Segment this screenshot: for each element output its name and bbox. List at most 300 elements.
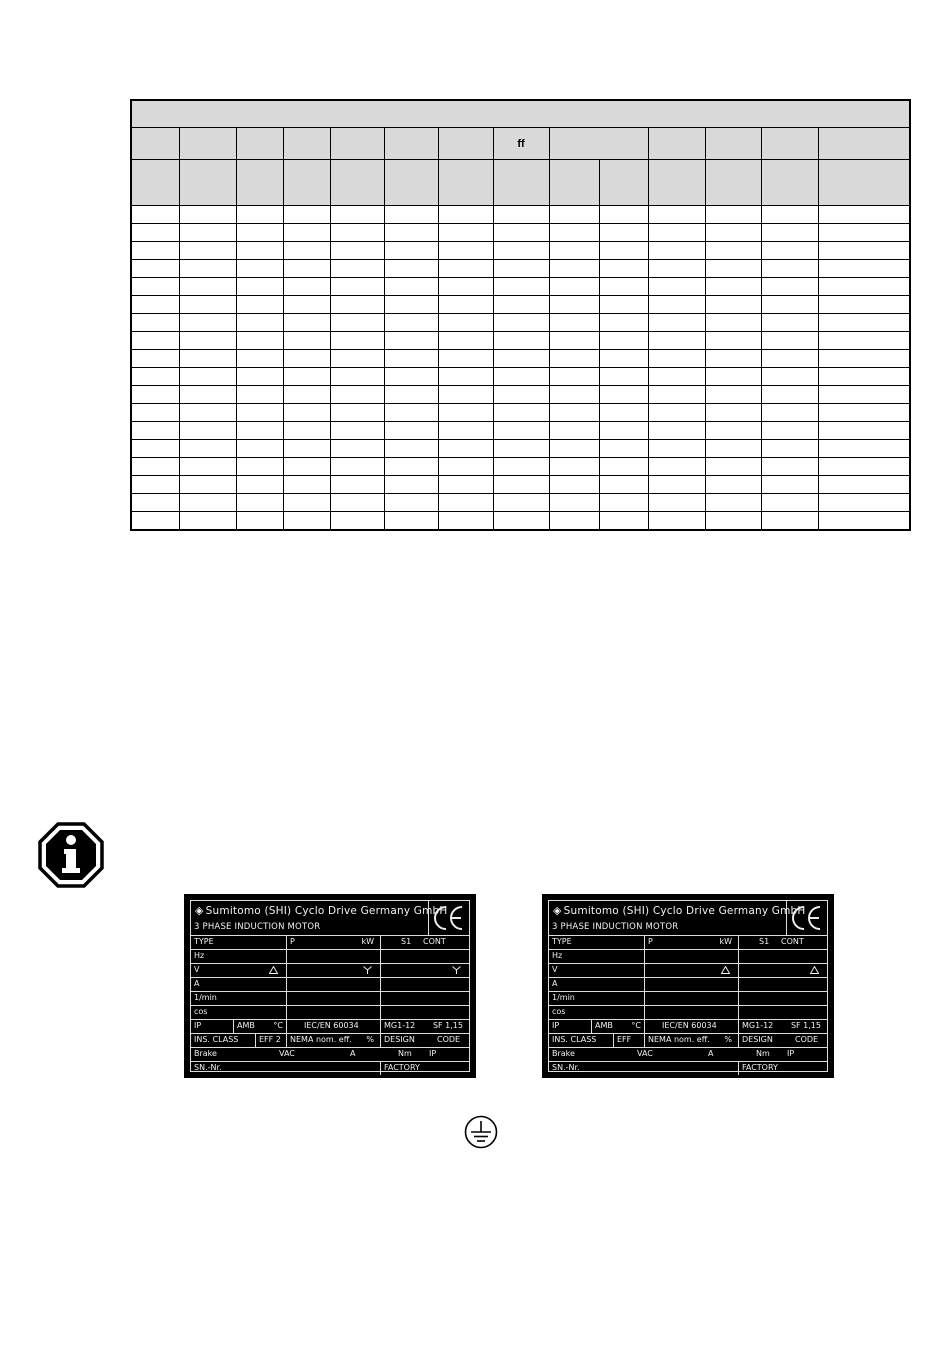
nm-unit: Nm: [398, 1049, 412, 1058]
table-cell: [384, 206, 438, 224]
table-row: [131, 476, 910, 494]
table-title-cell: [131, 100, 910, 128]
table-cell: [179, 494, 236, 512]
table-cell: [648, 404, 705, 422]
design-label: DESIGN: [384, 1035, 415, 1044]
duty-cont: CONT: [423, 937, 446, 946]
service-factor: SF 1,15: [432, 1021, 463, 1030]
vac-unit: VAC: [637, 1049, 653, 1058]
table-cell: [818, 206, 910, 224]
table-cell: [384, 512, 438, 531]
table-cell: [384, 368, 438, 386]
table-cell: [438, 224, 493, 242]
code-label: CODE: [795, 1035, 819, 1044]
table-cell: [236, 278, 283, 296]
table-cell: [761, 404, 818, 422]
table-row: [131, 494, 910, 512]
table-cell: [330, 386, 384, 404]
type-label: TYPE: [194, 937, 214, 946]
table-cell: [705, 314, 761, 332]
table-cell: [705, 458, 761, 476]
table-row: [131, 278, 910, 296]
table-cell: [438, 386, 493, 404]
table-cell: [283, 404, 330, 422]
brake-a-unit: A: [708, 1049, 714, 1058]
service-factor: SF 1,15: [790, 1021, 821, 1030]
table-cell: [179, 332, 236, 350]
table-row: [131, 206, 910, 224]
table-cell: [131, 278, 179, 296]
table-cell: [493, 368, 549, 386]
table-cell: [599, 386, 648, 404]
table-cell: [599, 296, 648, 314]
ins-class-label: INS. CLASS: [552, 1035, 597, 1044]
table-cell: [330, 476, 384, 494]
table-cell: [283, 332, 330, 350]
table-cell: [761, 206, 818, 224]
table-cell: [283, 512, 330, 531]
duty-s1: S1: [401, 937, 412, 946]
table-cell: [283, 278, 330, 296]
table-cell: [493, 458, 549, 476]
table-cell: [549, 206, 599, 224]
table-cell: [283, 314, 330, 332]
sumitomo-logo-icon: ◈: [553, 904, 562, 917]
brake-ip-label: IP: [787, 1049, 795, 1058]
table-row: [131, 350, 910, 368]
table-cell: [599, 494, 648, 512]
table-row: [131, 404, 910, 422]
table-cell: [549, 512, 599, 531]
table-cell: [493, 512, 549, 531]
table-cell: [599, 512, 648, 531]
table-cell: [283, 458, 330, 476]
table-cell: [236, 476, 283, 494]
factory-label: FACTORY: [380, 1061, 469, 1075]
table-cell: [818, 422, 910, 440]
table-cell: [493, 224, 549, 242]
table-cell: [330, 260, 384, 278]
brake-a-unit: A: [350, 1049, 356, 1058]
table-cell: [131, 296, 179, 314]
table-cell: [761, 368, 818, 386]
table-cell: [179, 386, 236, 404]
table-cell: [438, 332, 493, 350]
table-cell: [648, 314, 705, 332]
table-cell: [493, 260, 549, 278]
ce-mark-icon: [433, 904, 465, 932]
table-cell: [330, 314, 384, 332]
table-cell: [761, 458, 818, 476]
table-cell: [493, 494, 549, 512]
table-cell: [818, 458, 910, 476]
table-cell: [330, 458, 384, 476]
table-cell: [131, 350, 179, 368]
table-cell: [131, 494, 179, 512]
table-row: [131, 512, 910, 531]
table-cell: [549, 386, 599, 404]
table-cell: [131, 404, 179, 422]
table-cell: [705, 404, 761, 422]
delta-icon: [721, 966, 730, 974]
table-cell: [236, 404, 283, 422]
table-cell: [705, 278, 761, 296]
table-row: [131, 422, 910, 440]
table-cell: [179, 296, 236, 314]
pct-unit: %: [724, 1035, 732, 1044]
table-cell: [438, 296, 493, 314]
table-cell: [384, 350, 438, 368]
table-row: [131, 440, 910, 458]
table-cell: [549, 422, 599, 440]
table-cell: [705, 260, 761, 278]
table-cell: [438, 260, 493, 278]
table-cell: [330, 206, 384, 224]
table-cell: [384, 422, 438, 440]
table-cell: [818, 224, 910, 242]
protective-earth-icon: [464, 1115, 498, 1149]
info-icon: [38, 822, 104, 888]
table-cell: [493, 314, 549, 332]
company-name: Sumitomo (SHI) Cyclo Drive Germany GmbH: [205, 905, 448, 917]
table-row: [131, 242, 910, 260]
table-cell: [384, 278, 438, 296]
motor-type-title: 3 PHASE INDUCTION MOTOR: [194, 922, 321, 932]
table-cell: [283, 476, 330, 494]
table-cell: [384, 242, 438, 260]
table-cell: [384, 494, 438, 512]
table-cell: [549, 368, 599, 386]
wye-icon: [452, 966, 461, 974]
table-cell: [648, 260, 705, 278]
iec-standard: IEC/EN 60034: [286, 1019, 380, 1033]
table-cell: [131, 476, 179, 494]
table-cell: [384, 458, 438, 476]
table-cell: [493, 350, 549, 368]
ip-label: IP: [194, 1021, 202, 1030]
delta-icon: [269, 966, 278, 974]
table-cell: [761, 422, 818, 440]
kw-unit: kW: [719, 937, 732, 946]
table-cell: [384, 260, 438, 278]
table-cell: [705, 350, 761, 368]
table-cell: [236, 206, 283, 224]
table-cell: [131, 224, 179, 242]
table-cell: [549, 278, 599, 296]
table-cell: [493, 422, 549, 440]
table-cell: [330, 494, 384, 512]
voltage-label: V: [194, 965, 200, 974]
table-cell: [236, 512, 283, 531]
table-cell: [705, 386, 761, 404]
table-cell: [283, 242, 330, 260]
table-cell: [283, 296, 330, 314]
nema-label: NEMA nom. eff.: [648, 1035, 710, 1044]
table-cell: [648, 242, 705, 260]
cos-label: cos: [194, 1007, 208, 1016]
table-cell: [648, 206, 705, 224]
kw-unit: kW: [361, 937, 374, 946]
table-cell: [131, 458, 179, 476]
table-cell: [705, 494, 761, 512]
table-cell: [818, 494, 910, 512]
table-cell: [705, 296, 761, 314]
table-row: [131, 260, 910, 278]
table-cell: [179, 404, 236, 422]
table-cell: [648, 458, 705, 476]
duty-cont: CONT: [781, 937, 804, 946]
table-cell: [330, 278, 384, 296]
table-cell: [705, 242, 761, 260]
serial-number-label: SN.-Nr.: [194, 1063, 222, 1072]
table-cell: [599, 206, 648, 224]
table-cell: [549, 404, 599, 422]
table-cell: [648, 224, 705, 242]
table-cell: [236, 332, 283, 350]
table-cell: [330, 512, 384, 531]
table-cell: [549, 242, 599, 260]
table-cell: [599, 404, 648, 422]
table-cell: [438, 242, 493, 260]
company-name: Sumitomo (SHI) Cyclo Drive Germany GmbH: [563, 905, 806, 917]
table-cell: [648, 494, 705, 512]
table-cell: [705, 206, 761, 224]
table-cell: [236, 368, 283, 386]
table-cell: [236, 296, 283, 314]
table-cell: [384, 476, 438, 494]
table-cell: [131, 422, 179, 440]
table-cell: [438, 278, 493, 296]
table-cell: [283, 494, 330, 512]
table-cell: [179, 476, 236, 494]
table-row: [131, 386, 910, 404]
table-cell: [493, 296, 549, 314]
amb-label: AMB: [237, 1021, 255, 1030]
table-title-row: [131, 100, 910, 128]
table-cell: [761, 332, 818, 350]
power-label: P: [648, 937, 653, 946]
table-cell: [493, 206, 549, 224]
table-cell: [761, 224, 818, 242]
iec-standard: IEC/EN 60034: [644, 1019, 738, 1033]
table-cell: [330, 296, 384, 314]
table-cell: [236, 260, 283, 278]
speed-label: 1/min: [194, 993, 217, 1002]
table-cell: [549, 296, 599, 314]
table-cell: [549, 476, 599, 494]
nema-label: NEMA nom. eff.: [290, 1035, 352, 1044]
table-cell: [549, 458, 599, 476]
eff-label: EFF 2: [255, 1033, 286, 1047]
design-label: DESIGN: [742, 1035, 773, 1044]
table-cell: [648, 350, 705, 368]
current-label: A: [194, 979, 200, 988]
table-cell: [131, 440, 179, 458]
table-cell: [236, 458, 283, 476]
table-cell: [599, 458, 648, 476]
table-cell: [131, 386, 179, 404]
sumitomo-logo-icon: ◈: [195, 904, 204, 917]
table-cell: [283, 260, 330, 278]
table-cell: [236, 224, 283, 242]
cos-label: cos: [552, 1007, 566, 1016]
table-cell: [384, 314, 438, 332]
table-cell: [236, 494, 283, 512]
table-cell: [384, 440, 438, 458]
table-cell: [493, 278, 549, 296]
table-cell: [131, 242, 179, 260]
table-cell: [131, 332, 179, 350]
table-cell: [648, 368, 705, 386]
table-cell: [283, 368, 330, 386]
table-cell: [599, 242, 648, 260]
table-cell: [818, 296, 910, 314]
hz-label: Hz: [552, 951, 563, 960]
table-cell: [761, 296, 818, 314]
table-cell: [818, 476, 910, 494]
serial-number-label: SN.-Nr.: [552, 1063, 580, 1072]
table-cell: [705, 476, 761, 494]
table-cell: [599, 278, 648, 296]
table-cell: [384, 386, 438, 404]
table-cell: [236, 422, 283, 440]
table-cell: [818, 278, 910, 296]
table-cell: [330, 224, 384, 242]
table-cell: [384, 296, 438, 314]
type-label: TYPE: [552, 937, 572, 946]
table-cell: [438, 458, 493, 476]
brake-ip-label: IP: [429, 1049, 437, 1058]
table-cell: [330, 242, 384, 260]
table-cell: [283, 386, 330, 404]
table-cell: [179, 512, 236, 531]
table-cell: [236, 350, 283, 368]
table-cell: [705, 422, 761, 440]
table-cell: [493, 242, 549, 260]
nameplate-right: [542, 894, 834, 1078]
table-cell: [131, 512, 179, 531]
table-cell: [283, 422, 330, 440]
table-cell: [761, 242, 818, 260]
table-cell: [761, 476, 818, 494]
table-cell: [330, 332, 384, 350]
current-label: A: [552, 979, 558, 988]
table-cell: [179, 242, 236, 260]
table-cell: [179, 440, 236, 458]
table-cell: [438, 368, 493, 386]
wye-icon: [363, 966, 372, 974]
table-cell: [705, 512, 761, 531]
ce-mark-icon: [791, 904, 823, 932]
table-cell: [384, 224, 438, 242]
table-cell: [179, 314, 236, 332]
table-cell: [549, 350, 599, 368]
table-cell: [761, 260, 818, 278]
amb-label: AMB: [595, 1021, 613, 1030]
table-cell: [438, 314, 493, 332]
table-cell: [549, 260, 599, 278]
table-cell: [818, 386, 910, 404]
mg-standard: MG1-12: [384, 1021, 416, 1030]
table-cell: [438, 440, 493, 458]
table-cell: [818, 440, 910, 458]
table-cell: [648, 278, 705, 296]
table-cell: [438, 494, 493, 512]
table-cell: [761, 494, 818, 512]
table-cell: [236, 242, 283, 260]
table-cell: [549, 440, 599, 458]
table-cell: [705, 224, 761, 242]
table-cell: [438, 512, 493, 531]
table-cell: [705, 332, 761, 350]
delta-icon: [810, 966, 819, 974]
power-label: P: [290, 937, 295, 946]
table-cell: [648, 296, 705, 314]
code-label: CODE: [437, 1035, 461, 1044]
table-cell: [438, 206, 493, 224]
table-cell: [493, 476, 549, 494]
table-cell: [705, 440, 761, 458]
table-row: [131, 458, 910, 476]
table-cell: [599, 314, 648, 332]
table-cell: [283, 440, 330, 458]
table-cell: [236, 440, 283, 458]
pct-unit: %: [366, 1035, 374, 1044]
table-cell: [283, 206, 330, 224]
table-cell: [818, 332, 910, 350]
table-cell: [599, 332, 648, 350]
table-cell: [599, 350, 648, 368]
table-cell: [179, 458, 236, 476]
table-cell: [330, 404, 384, 422]
table-cell: [493, 332, 549, 350]
table-cell: [131, 260, 179, 278]
table-cell: [438, 476, 493, 494]
table-cell: [599, 260, 648, 278]
speed-label: 1/min: [552, 993, 575, 1002]
table-cell: [648, 386, 705, 404]
table-cell: [761, 278, 818, 296]
motor-type-title: 3 PHASE INDUCTION MOTOR: [552, 922, 679, 932]
table-cell: [761, 350, 818, 368]
deg-unit: °C: [273, 1021, 283, 1030]
table-cell: [818, 260, 910, 278]
table-cell: [818, 350, 910, 368]
table-cell: [599, 440, 648, 458]
brake-label: Brake: [552, 1049, 575, 1058]
table-cell: [648, 476, 705, 494]
table-cell: [493, 440, 549, 458]
table-cell: [179, 422, 236, 440]
table-cell: [493, 404, 549, 422]
table-row: [131, 368, 910, 386]
table-cell: [236, 386, 283, 404]
brake-label: Brake: [194, 1049, 217, 1058]
table-cell: [818, 404, 910, 422]
table-cell: [283, 350, 330, 368]
table-cell: [330, 440, 384, 458]
table-cell: [648, 512, 705, 531]
table-cell: [179, 224, 236, 242]
table-cell: [599, 422, 648, 440]
table-cell: [599, 368, 648, 386]
table-cell: [179, 278, 236, 296]
table-cell: [818, 314, 910, 332]
table-cell: [384, 332, 438, 350]
table-cell: [131, 368, 179, 386]
spec-table: [130, 99, 911, 531]
table-cell: [330, 350, 384, 368]
